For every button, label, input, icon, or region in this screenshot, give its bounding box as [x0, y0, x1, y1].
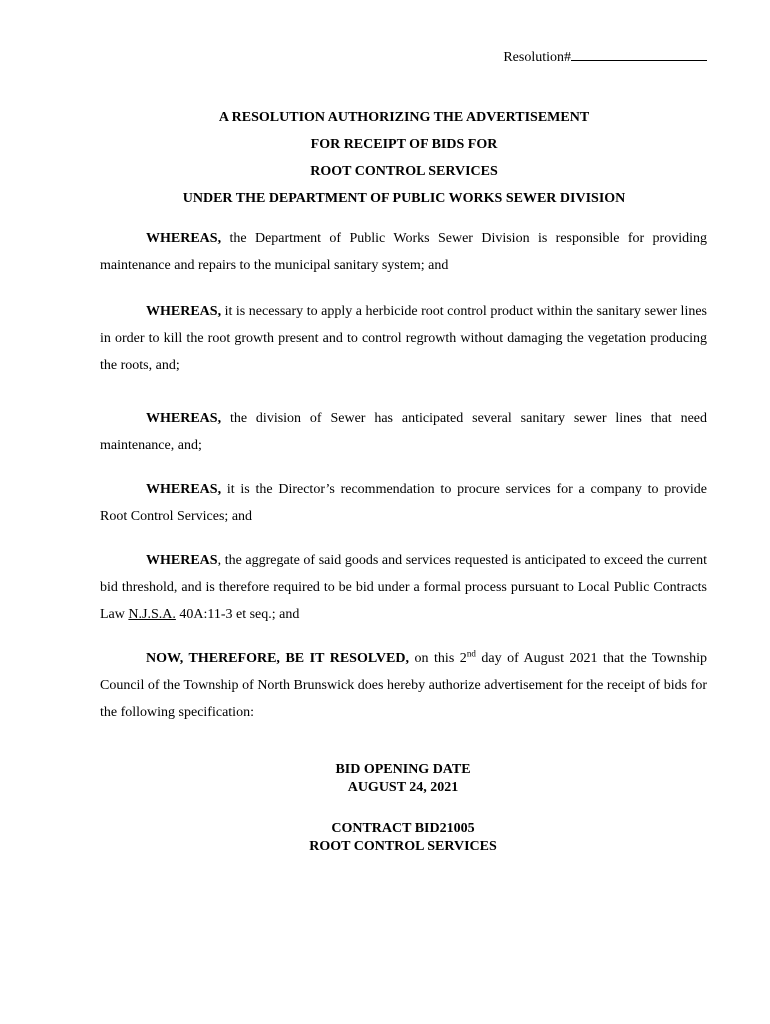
resolution-number-line: [503, 47, 707, 66]
whereas-paragraph-4: [100, 476, 707, 530]
bid-opening-date: AUGUST 24, 2021: [347, 780, 459, 795]
whereas-paragraph-3: [100, 405, 707, 459]
resolution-number-blank: [571, 47, 707, 61]
paragraph-lead: WHEREAS,: [146, 231, 222, 246]
paragraph-text: it is the Director’s recommendation to procure services for a company to provide Root Control Services; and: [100, 482, 707, 524]
title-line-2: FOR RECEIPT OF BIDS FOR: [310, 137, 498, 152]
resolved-paragraph: [100, 645, 707, 726]
paragraph-text-before: on this 2: [408, 651, 467, 666]
title-line-3: ROOT CONTROL SERVICES: [310, 164, 498, 179]
paragraph-lead: WHEREAS,: [146, 411, 222, 426]
resolution-label: Resolution#: [503, 50, 571, 65]
paragraph-lead: WHEREAS,: [146, 304, 222, 319]
contract-block: [0, 820, 770, 856]
contract-name: ROOT CONTROL SERVICES: [309, 839, 497, 854]
title-line-1: A RESOLUTION AUTHORIZING THE ADVERTISEMENT: [218, 110, 590, 125]
paragraph-text-after: 40A:11-3 et seq.; and: [175, 607, 300, 622]
whereas-paragraph-1: [100, 225, 707, 279]
whereas-paragraph-2: [100, 298, 707, 379]
bid-opening-block: [0, 761, 770, 797]
paragraph-lead: WHEREAS,: [146, 482, 222, 497]
paragraph-text-before: , the aggregate of said goods and services requested is anticipated to exceed the current bid threshold, and is therefore required to be bid under a formal process pursuant to Local Public Contracts Law: [100, 553, 707, 622]
paragraph-text: the Department of Public Works Sewer Division is responsible for providing maintenance and repairs to the municipal sanitary system; and: [100, 231, 707, 273]
paragraph-text-after: day of August 2021 that the Township Council of the Township of North Brunswick does hereby authorize advertisement for the receipt of bids for the following specification:: [100, 651, 707, 720]
ordinal-suffix: nd: [466, 648, 476, 659]
paragraph-lead: NOW, THEREFORE, BE IT RESOLVED,: [146, 651, 409, 666]
paragraph-text: the division of Sewer has anticipated several sanitary sewer lines that need maintenance, and;: [100, 411, 707, 453]
paragraph-lead: WHEREAS: [146, 553, 218, 568]
bid-opening-heading: BID OPENING DATE: [335, 762, 471, 777]
contract-number: CONTRACT BID21005: [331, 821, 475, 836]
statute-reference: N.J.S.A.: [128, 607, 176, 622]
paragraph-text: it is necessary to apply a herbicide root control product within the sanitary sewer lines in order to kill the root growth present and to control regrowth without damaging the vegetation producing the roots, and;: [100, 304, 707, 373]
resolution-title: [0, 104, 770, 212]
title-line-4: UNDER THE DEPARTMENT OF PUBLIC WORKS SEWER DIVISION: [182, 191, 626, 206]
whereas-paragraph-5: [100, 547, 707, 628]
